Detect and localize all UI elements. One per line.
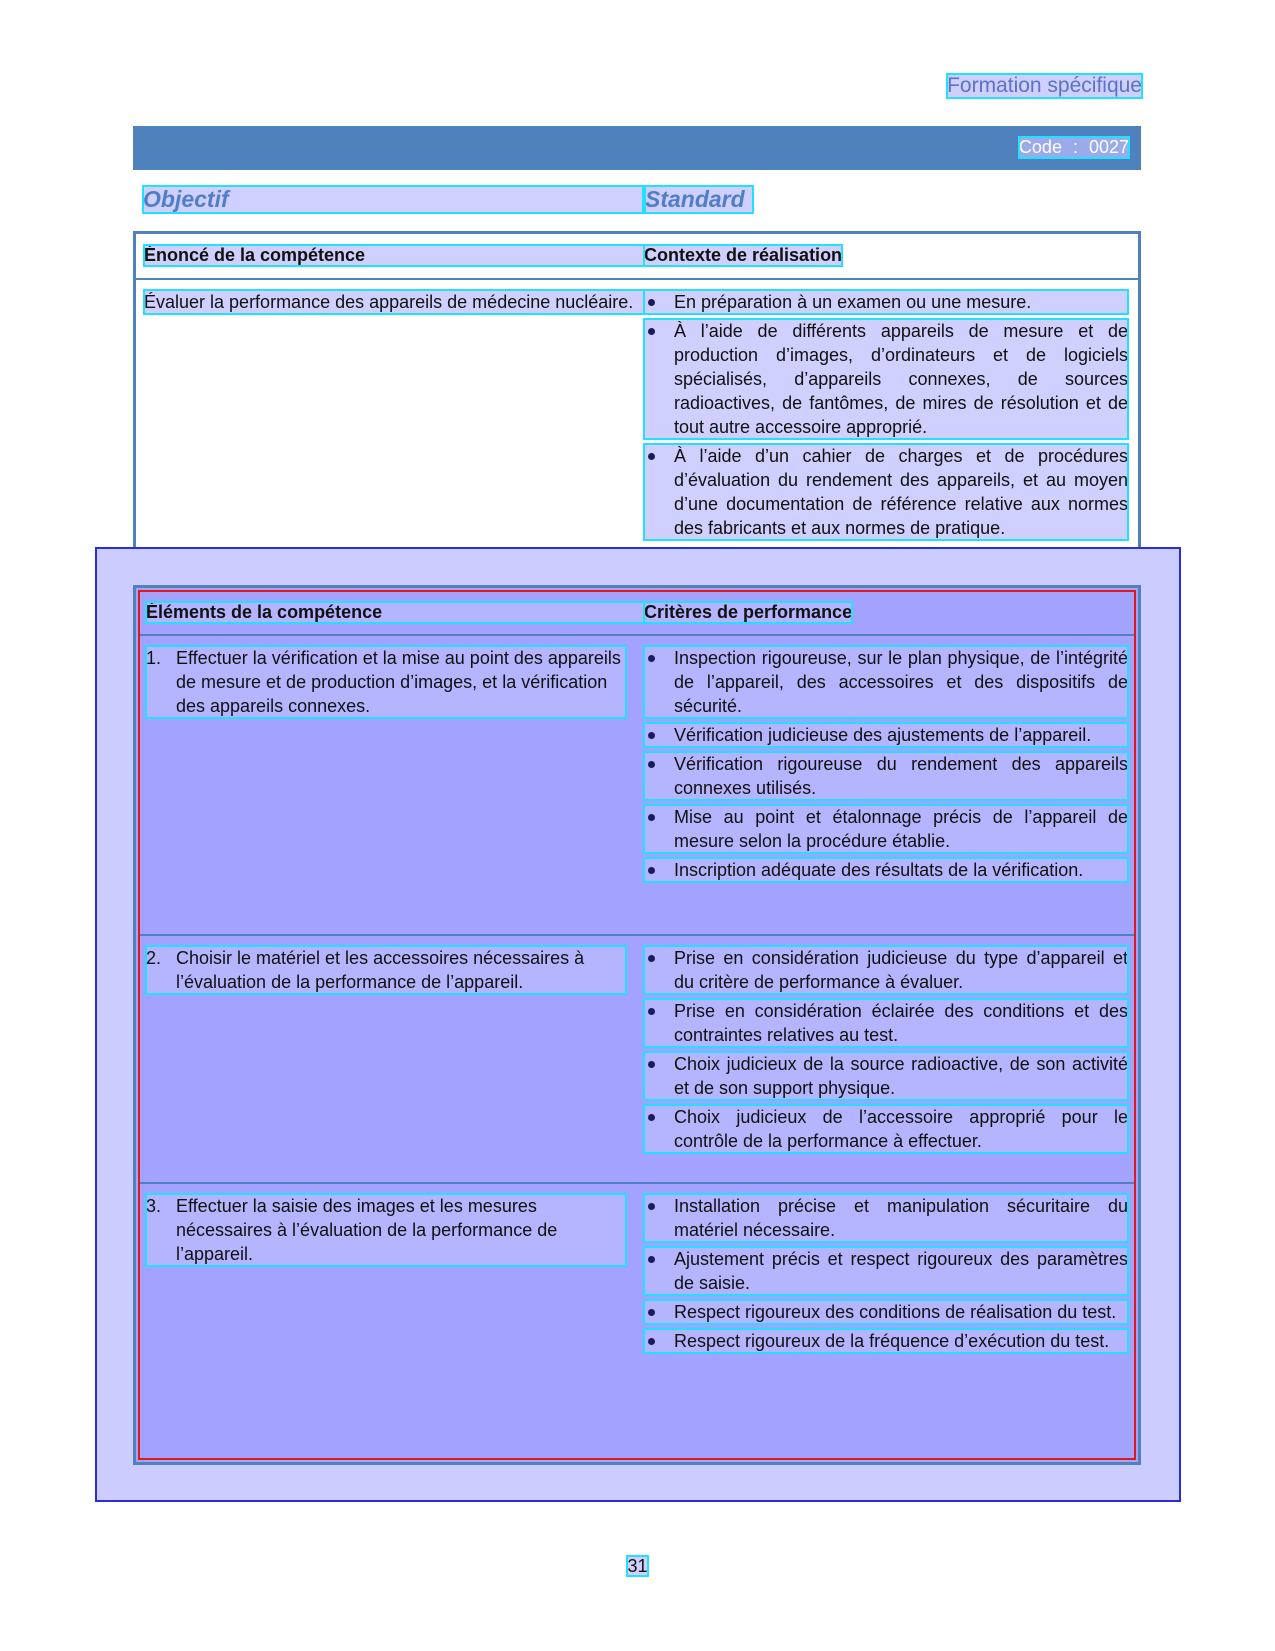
page-number: 31: [627, 1556, 648, 1576]
selection-frame: [138, 590, 1136, 1460]
element-text: Effectuer la saisie des images et les mesures nécessaires à l’évaluation de la performance de l’appareil.: [176, 1196, 558, 1264]
criterion-item: Prise en considération judicieuse du type d’appareil et du critère de performance à évaluer.: [644, 946, 1128, 994]
statement-header: Énoncé de la compétence: [144, 245, 644, 266]
elements-header: Éléments de la compétence: [146, 602, 646, 623]
criterion-item: Respect rigoureux de la fréquence d’exécution du test.: [644, 1329, 1128, 1353]
criterion-item: Ajustement précis et respect rigoureux des paramètres de saisie.: [644, 1247, 1128, 1295]
context-item: En préparation à un examen ou une mesure.: [644, 290, 1128, 314]
table-header-row: [140, 592, 1134, 636]
objective-heading: Objectif: [143, 186, 643, 213]
table-header-row: [136, 234, 1138, 280]
criterion-item: Installation précise et manipulation sécuritaire du matériel nécessaire.: [644, 1194, 1128, 1242]
context-item: À l’aide de différents appareils de mesure et de production d’images, d’ordinateurs et de logiciels spécialisés, d’appareils connexes, de sources radioactives, de fantômes, de mires de résolution et de tout autre accessoire approprié.: [644, 319, 1128, 439]
element-2: [146, 946, 626, 994]
element-number: 2.: [146, 948, 162, 968]
code-banner: [133, 126, 1141, 170]
criterion-item: Mise au point et étalonnage précis de l’appareil de mesure selon la procédure établie.: [644, 805, 1128, 853]
criterion-item: Respect rigoureux des conditions de réalisation du test.: [644, 1300, 1128, 1324]
element-text: Choisir le matériel et les accessoires nécessaires à l’évaluation de la performance de l’appareil.: [176, 948, 585, 992]
element-number: 3.: [146, 1196, 162, 1216]
element-number: 1.: [146, 648, 162, 668]
column-headings: [133, 186, 1141, 218]
criteria-header: Critères de performance: [644, 602, 853, 622]
page-number-wrap: [0, 1556, 1275, 1577]
context-item: À l’aide d’un cahier de charges et de procédures d’évaluation du rendement des appareils, et au moyen d’une documentation de référence relative aux normes des fabricants et aux normes de pratique.: [644, 444, 1128, 540]
context-header: Contexte de réalisation: [644, 245, 843, 265]
code-label: Code : 0027: [1018, 137, 1129, 157]
competence-statement: Évaluer la performance des appareils de médecine nucléaire.: [144, 290, 644, 314]
criteria-list-2: [644, 946, 1128, 1158]
criteria-list-3: [644, 1194, 1128, 1358]
criteria-list-1: [644, 646, 1128, 887]
element-1: [146, 646, 626, 718]
context-list: [644, 290, 1128, 545]
element-row-1: [140, 636, 1134, 936]
element-text: Effectuer la vérification et la mise au point des appareils de mesure et de production d’images, et la vérification des appareils connexes.: [176, 648, 621, 716]
criterion-item: Choix judicieux de la source radioactive, de son activité et de son support physique.: [644, 1052, 1128, 1100]
element-row-2: [140, 936, 1134, 1184]
competence-statement-table: [133, 231, 1141, 569]
performance-criteria-table: [133, 585, 1141, 1465]
standard-heading: Standard: [645, 186, 753, 213]
program-label: Formation spécifique: [947, 74, 1142, 97]
element-row-3: [140, 1184, 1134, 1460]
criterion-item: Prise en considération éclairée des conditions et des contraintes relatives au test.: [644, 999, 1128, 1047]
criterion-item: Choix judicieux de l’accessoire approprié pour le contrôle de la performance à effectuer.: [644, 1105, 1128, 1153]
criterion-item: Inscription adéquate des résultats de la vérification.: [644, 858, 1128, 882]
criterion-item: Vérification rigoureuse du rendement des appareils connexes utilisés.: [644, 752, 1128, 800]
element-3: [146, 1194, 626, 1266]
criterion-item: Inspection rigoureuse, sur le plan physique, de l’intégrité de l’appareil, des accessoires et des dispositifs de sécurité.: [644, 646, 1128, 718]
criterion-item: Vérification judicieuse des ajustements de l’appareil.: [644, 723, 1128, 747]
